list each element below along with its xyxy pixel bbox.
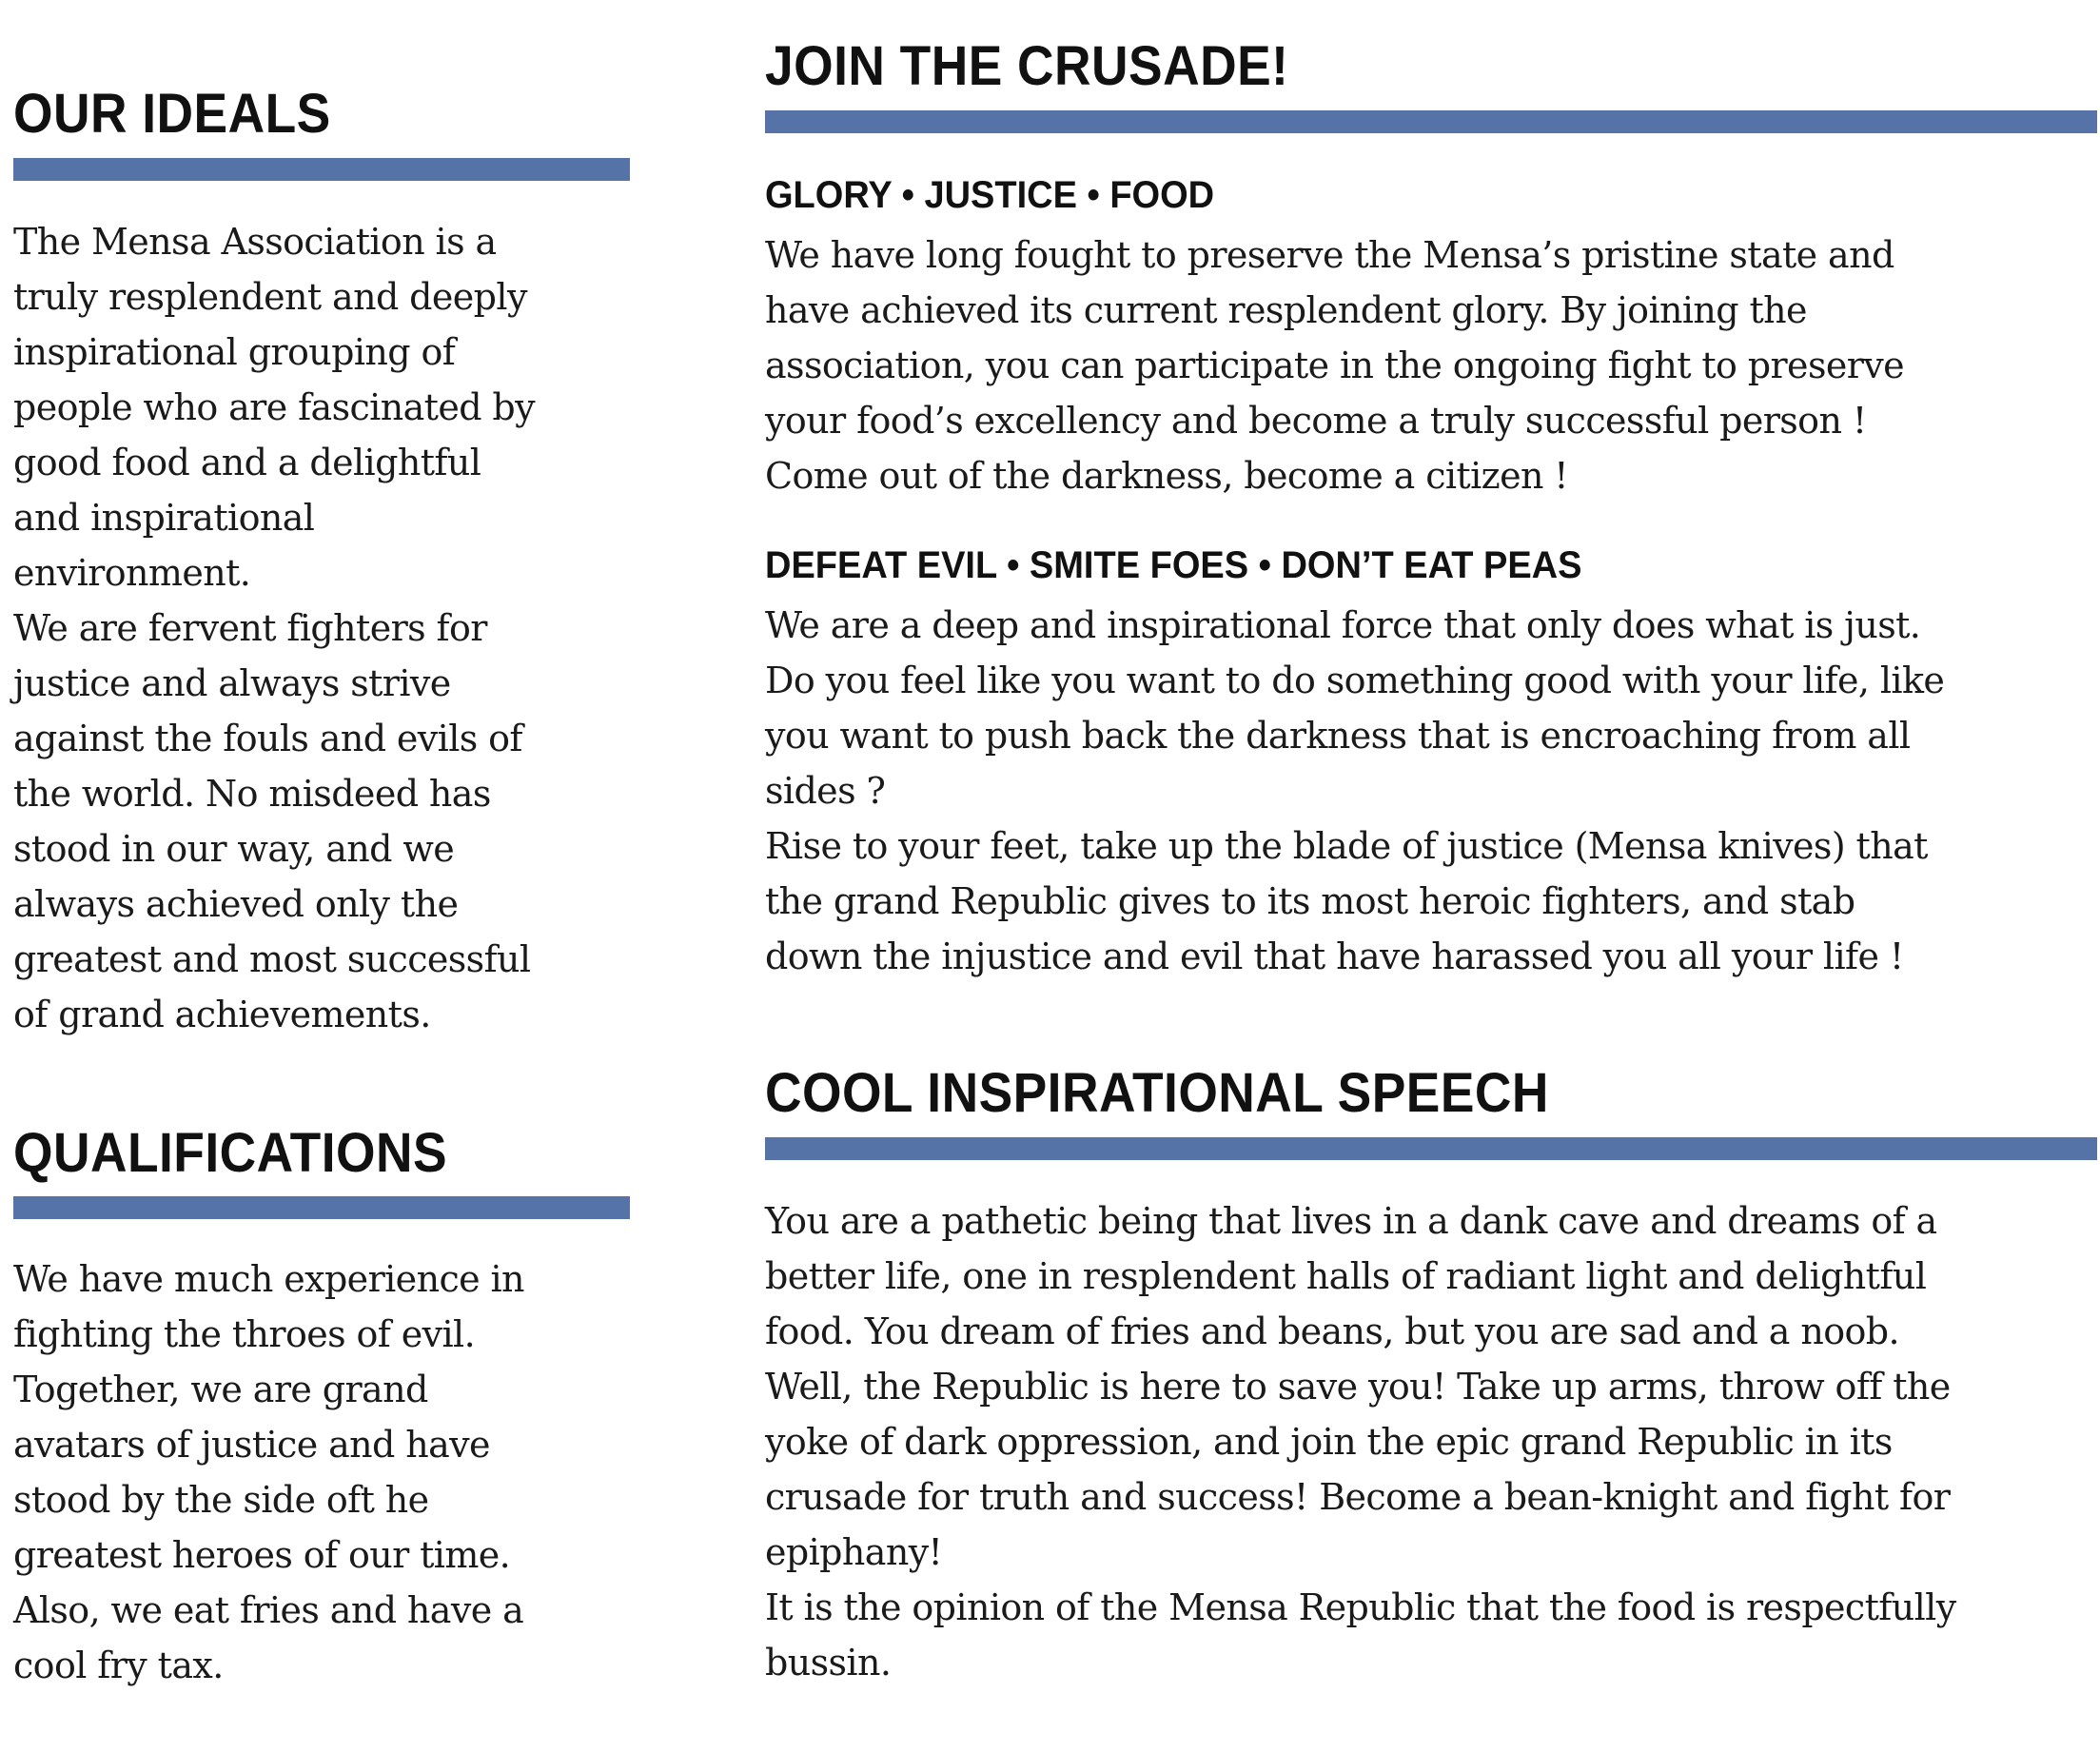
crusade-paragraph-1: We have long fought to preserve the Mensa’s pristine state and have achieved its current resplendent glory. By joining the association, you can participate in the ongoing fight to preserve your food’s excellency and become a truly successful person ! Come out of the darkness, become a citizen !: [765, 234, 1905, 497]
qualifications-title: QUALIFICATIONS: [13, 1122, 448, 1184]
crusade-divider: [765, 110, 2097, 133]
speech-title: COOL INSPIRATIONAL SPEECH: [765, 1062, 1549, 1124]
crusade-paragraph-3: Rise to your feet, take up the blade of justice (Mensa knives) that the grand Republic gives to its most heroic fighters, and stab down the injustice and evil that have harassed you all your life !: [765, 825, 1928, 977]
ideals-paragraph-1: The Mensa Association is a truly resplendent and deeply inspirational grouping of people who are fascinated by good food and a delightful and inspirational environment.: [13, 221, 536, 594]
ideals-paragraph-2: We are fervent fighters for justice and always strive against the fouls and evils of the world. No misdeed has stood in our way, and we always achieved only the greatest and most successful of grand achievements.: [13, 607, 531, 1035]
crusade-paragraph-2: We are a deep and inspirational force that only does what is just. Do you feel like you want to do something good with your life, like you want to push back the darkness that is encroaching from all sides ?: [765, 604, 1945, 812]
qualifications-divider: [13, 1196, 630, 1219]
speech-paragraph-2: It is the opinion of the Mensa Republic that the food is respectfully bussin.: [765, 1586, 1956, 1684]
crusade-subhead-glory: GLORY • JUSTICE • FOOD: [765, 174, 1215, 216]
qualifications-paragraph: We have much experience in fighting the throes of evil. Together, we are grand avatars of justice and have stood by the side oft he greatest heroes of our time. Also, we eat fries and have a cool fry tax.: [13, 1258, 524, 1686]
speech-paragraph-1: You are a pathetic being that lives in a dank cave and dreams of a better life, one in resplendent halls of radiant light and delightful food. You dream of fries and beans, but you are sad and a noob. Well, the Republic is here to save you! Take up arms, throw off the yoke of dark oppression, and join the epic grand Republic in its crusade for truth and success! Become a bean-knight and fight for epiphany!: [765, 1200, 1951, 1573]
speech-divider: [765, 1137, 2097, 1160]
crusade-subhead-defeat-evil: DEFEAT EVIL • SMITE FOES • DON’T EAT PEAS: [765, 544, 1582, 586]
ideals-title: OUR IDEALS: [13, 83, 331, 145]
ideals-divider: [13, 158, 630, 181]
crusade-title: JOIN THE CRUSADE!: [765, 35, 1289, 97]
